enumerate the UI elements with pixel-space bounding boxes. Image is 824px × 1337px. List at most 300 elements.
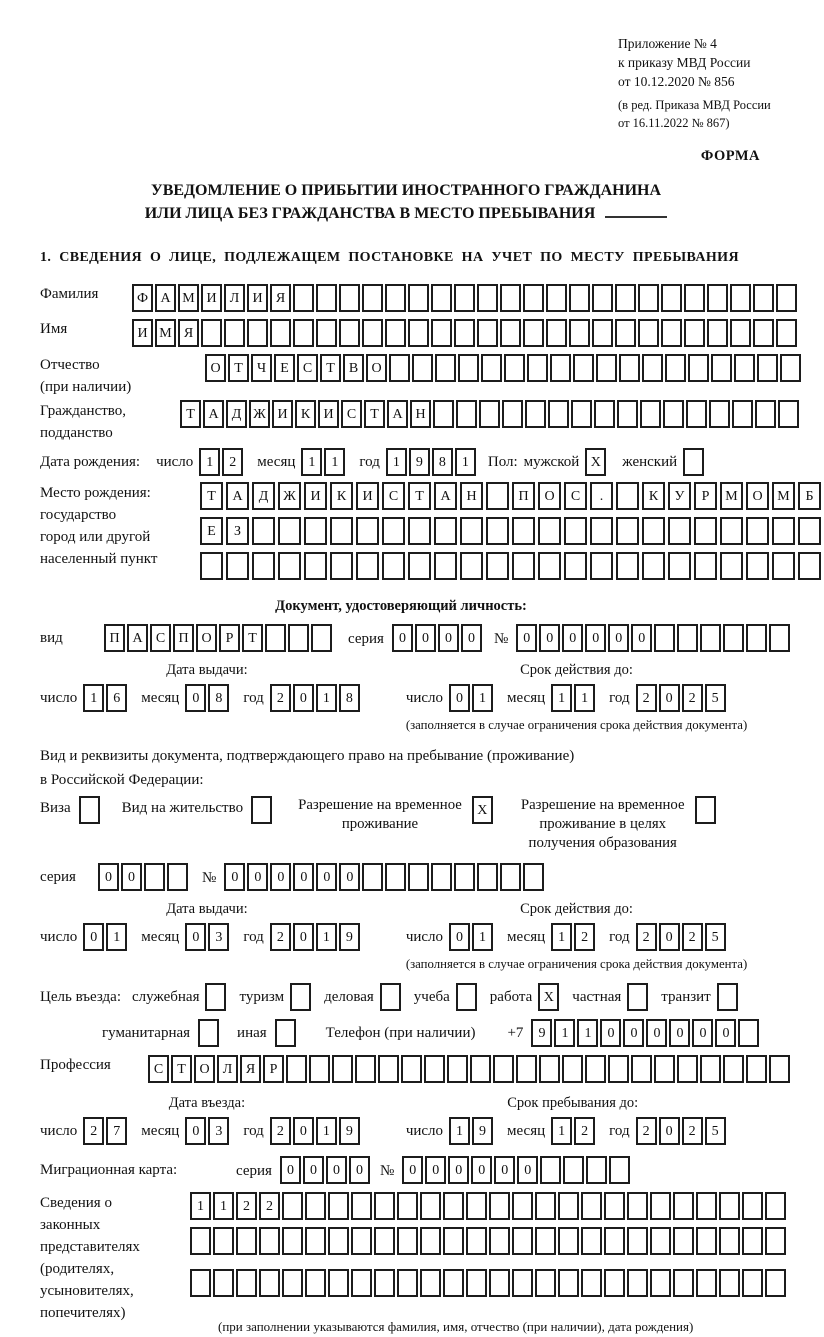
char-cell[interactable] [213, 1227, 234, 1255]
char-cell[interactable] [594, 400, 615, 428]
char-cell[interactable] [79, 796, 100, 824]
char-cell[interactable] [642, 517, 665, 545]
char-cell[interactable] [772, 517, 795, 545]
char-cell[interactable]: 1 [316, 684, 337, 712]
char-cell[interactable] [592, 284, 613, 312]
char-cell[interactable] [236, 1227, 257, 1255]
char-cell[interactable]: 1 [106, 923, 127, 951]
char-cell[interactable]: X [472, 796, 493, 824]
char-cell[interactable] [500, 319, 521, 347]
char-cell[interactable]: 1 [577, 1019, 598, 1047]
char-cell[interactable]: 0 [392, 624, 413, 652]
char-cell[interactable]: Т [320, 354, 341, 382]
char-cell[interactable]: Р [219, 624, 240, 652]
char-cell[interactable]: 0 [293, 684, 314, 712]
char-cell[interactable] [330, 552, 353, 580]
char-cell[interactable] [466, 1269, 487, 1297]
char-cell[interactable] [642, 552, 665, 580]
char-cell[interactable]: 0 [600, 1019, 621, 1047]
char-cell[interactable] [746, 552, 769, 580]
char-cell[interactable] [443, 1192, 464, 1220]
char-cell[interactable] [640, 400, 661, 428]
char-cell[interactable] [443, 1227, 464, 1255]
char-cell[interactable]: 0 [83, 923, 104, 951]
char-cell[interactable] [663, 400, 684, 428]
char-cell[interactable] [650, 1269, 671, 1297]
char-cell[interactable] [454, 863, 475, 891]
char-cell[interactable]: И [318, 400, 339, 428]
char-cell[interactable] [293, 284, 314, 312]
char-cell[interactable] [224, 319, 245, 347]
char-cell[interactable]: 2 [270, 923, 291, 951]
char-cell[interactable]: 2 [636, 684, 657, 712]
char-cell[interactable]: И [247, 284, 268, 312]
char-cell[interactable] [397, 1227, 418, 1255]
char-cell[interactable]: 0 [438, 624, 459, 652]
char-cell[interactable] [385, 284, 406, 312]
char-cell[interactable] [723, 624, 744, 652]
char-cell[interactable] [616, 552, 639, 580]
char-cell[interactable]: 0 [585, 624, 606, 652]
char-cell[interactable] [493, 1055, 514, 1083]
char-cell[interactable]: 1 [554, 1019, 575, 1047]
char-cell[interactable] [538, 517, 561, 545]
char-cell[interactable] [512, 552, 535, 580]
char-cell[interactable] [776, 284, 797, 312]
char-cell[interactable] [525, 400, 546, 428]
char-cell[interactable] [696, 1192, 717, 1220]
char-cell[interactable]: З [226, 517, 249, 545]
char-cell[interactable] [772, 552, 795, 580]
char-cell[interactable]: Т [200, 482, 223, 510]
char-cell[interactable]: 1 [472, 923, 493, 951]
char-cell[interactable]: С [148, 1055, 169, 1083]
char-cell[interactable] [723, 1055, 744, 1083]
char-cell[interactable] [489, 1269, 510, 1297]
char-cell[interactable] [627, 1227, 648, 1255]
char-cell[interactable] [408, 863, 429, 891]
char-cell[interactable] [719, 1269, 740, 1297]
char-cell[interactable] [190, 1227, 211, 1255]
char-cell[interactable] [746, 624, 767, 652]
char-cell[interactable] [460, 517, 483, 545]
char-cell[interactable]: 0 [608, 624, 629, 652]
char-cell[interactable] [278, 517, 301, 545]
char-cell[interactable] [456, 983, 477, 1011]
char-cell[interactable]: X [585, 448, 606, 476]
char-cell[interactable] [700, 1055, 721, 1083]
char-cell[interactable]: П [173, 624, 194, 652]
char-cell[interactable]: 2 [270, 1117, 291, 1145]
char-cell[interactable] [200, 552, 223, 580]
char-cell[interactable] [564, 552, 587, 580]
char-cell[interactable] [378, 1055, 399, 1083]
char-cell[interactable] [486, 517, 509, 545]
char-cell[interactable] [540, 1156, 561, 1184]
char-cell[interactable] [694, 517, 717, 545]
char-cell[interactable] [434, 552, 457, 580]
char-cell[interactable]: Т [364, 400, 385, 428]
char-cell[interactable] [408, 517, 431, 545]
char-cell[interactable] [677, 1055, 698, 1083]
char-cell[interactable] [776, 319, 797, 347]
char-cell[interactable] [535, 1269, 556, 1297]
char-cell[interactable] [642, 354, 663, 382]
char-cell[interactable] [535, 1192, 556, 1220]
char-cell[interactable]: 0 [247, 863, 268, 891]
char-cell[interactable] [328, 1192, 349, 1220]
char-cell[interactable]: 1 [83, 684, 104, 712]
char-cell[interactable] [167, 863, 188, 891]
char-cell[interactable]: А [203, 400, 224, 428]
char-cell[interactable] [616, 517, 639, 545]
char-cell[interactable]: 0 [270, 863, 291, 891]
char-cell[interactable]: И [272, 400, 293, 428]
char-cell[interactable] [730, 284, 751, 312]
char-cell[interactable] [709, 400, 730, 428]
char-cell[interactable] [732, 400, 753, 428]
char-cell[interactable] [330, 517, 353, 545]
char-cell[interactable]: О [746, 482, 769, 510]
char-cell[interactable]: 1 [551, 923, 572, 951]
char-cell[interactable]: 0 [121, 863, 142, 891]
char-cell[interactable] [558, 1227, 579, 1255]
char-cell[interactable] [638, 284, 659, 312]
char-cell[interactable] [339, 319, 360, 347]
char-cell[interactable] [466, 1192, 487, 1220]
char-cell[interactable] [673, 1227, 694, 1255]
char-cell[interactable] [351, 1227, 372, 1255]
char-cell[interactable]: 1 [574, 684, 595, 712]
char-cell[interactable]: Н [410, 400, 431, 428]
char-cell[interactable] [282, 1227, 303, 1255]
char-cell[interactable] [420, 1269, 441, 1297]
char-cell[interactable] [615, 319, 636, 347]
char-cell[interactable] [765, 1192, 786, 1220]
char-cell[interactable]: 2 [636, 1117, 657, 1145]
char-cell[interactable] [523, 863, 544, 891]
char-cell[interactable] [424, 1055, 445, 1083]
char-cell[interactable] [590, 552, 613, 580]
char-cell[interactable] [362, 319, 383, 347]
char-cell[interactable]: А [226, 482, 249, 510]
char-cell[interactable]: 2 [270, 684, 291, 712]
char-cell[interactable] [251, 796, 272, 824]
char-cell[interactable]: 0 [449, 684, 470, 712]
char-cell[interactable] [742, 1192, 763, 1220]
char-cell[interactable]: Т [408, 482, 431, 510]
char-cell[interactable]: А [434, 482, 457, 510]
char-cell[interactable] [738, 1019, 759, 1047]
char-cell[interactable]: 0 [349, 1156, 370, 1184]
char-cell[interactable] [707, 319, 728, 347]
char-cell[interactable]: 0 [185, 1117, 206, 1145]
char-cell[interactable] [627, 1269, 648, 1297]
char-cell[interactable] [654, 1055, 675, 1083]
char-cell[interactable] [293, 319, 314, 347]
char-cell[interactable] [746, 517, 769, 545]
char-cell[interactable]: 1 [316, 923, 337, 951]
char-cell[interactable] [447, 1055, 468, 1083]
char-cell[interactable] [380, 983, 401, 1011]
char-cell[interactable]: 0 [402, 1156, 423, 1184]
char-cell[interactable]: А [127, 624, 148, 652]
char-cell[interactable]: 1 [386, 448, 407, 476]
char-cell[interactable]: 0 [185, 684, 206, 712]
char-cell[interactable] [144, 863, 165, 891]
char-cell[interactable] [356, 517, 379, 545]
char-cell[interactable]: 5 [705, 684, 726, 712]
char-cell[interactable]: 0 [303, 1156, 324, 1184]
char-cell[interactable]: 0 [517, 1156, 538, 1184]
char-cell[interactable]: К [295, 400, 316, 428]
char-cell[interactable] [356, 552, 379, 580]
char-cell[interactable]: 3 [208, 1117, 229, 1145]
char-cell[interactable] [696, 1269, 717, 1297]
char-cell[interactable] [477, 284, 498, 312]
char-cell[interactable] [581, 1192, 602, 1220]
char-cell[interactable]: Л [224, 284, 245, 312]
char-cell[interactable] [355, 1055, 376, 1083]
char-cell[interactable] [581, 1227, 602, 1255]
char-cell[interactable] [316, 284, 337, 312]
char-cell[interactable] [512, 1227, 533, 1255]
char-cell[interactable]: 8 [432, 448, 453, 476]
char-cell[interactable]: 0 [339, 863, 360, 891]
char-cell[interactable] [466, 1227, 487, 1255]
char-cell[interactable] [252, 552, 275, 580]
char-cell[interactable]: 8 [208, 684, 229, 712]
char-cell[interactable] [696, 1227, 717, 1255]
char-cell[interactable] [631, 1055, 652, 1083]
char-cell[interactable] [190, 1269, 211, 1297]
char-cell[interactable]: С [564, 482, 587, 510]
char-cell[interactable] [654, 624, 675, 652]
char-cell[interactable]: 2 [83, 1117, 104, 1145]
char-cell[interactable]: 0 [562, 624, 583, 652]
char-cell[interactable] [516, 1055, 537, 1083]
char-cell[interactable]: Д [252, 482, 275, 510]
char-cell[interactable] [546, 319, 567, 347]
char-cell[interactable] [746, 1055, 767, 1083]
char-cell[interactable] [695, 796, 716, 824]
char-cell[interactable]: 0 [316, 863, 337, 891]
char-cell[interactable]: В [343, 354, 364, 382]
char-cell[interactable] [311, 624, 332, 652]
char-cell[interactable]: 0 [293, 863, 314, 891]
char-cell[interactable]: Е [274, 354, 295, 382]
char-cell[interactable] [512, 1192, 533, 1220]
char-cell[interactable]: Я [270, 284, 291, 312]
char-cell[interactable]: 0 [715, 1019, 736, 1047]
char-cell[interactable]: 0 [659, 923, 680, 951]
char-cell[interactable]: . [590, 482, 613, 510]
char-cell[interactable] [288, 624, 309, 652]
char-cell[interactable]: 1 [551, 1117, 572, 1145]
char-cell[interactable] [408, 552, 431, 580]
char-cell[interactable]: П [104, 624, 125, 652]
char-cell[interactable]: 0 [224, 863, 245, 891]
char-cell[interactable] [512, 1269, 533, 1297]
char-cell[interactable]: А [155, 284, 176, 312]
char-cell[interactable] [305, 1227, 326, 1255]
char-cell[interactable] [512, 517, 535, 545]
char-cell[interactable] [798, 552, 821, 580]
char-cell[interactable] [265, 624, 286, 652]
char-cell[interactable]: 2 [636, 923, 657, 951]
char-cell[interactable] [720, 517, 743, 545]
char-cell[interactable] [205, 983, 226, 1011]
char-cell[interactable] [397, 1269, 418, 1297]
char-cell[interactable]: 0 [692, 1019, 713, 1047]
char-cell[interactable]: О [205, 354, 226, 382]
char-cell[interactable] [502, 400, 523, 428]
char-cell[interactable] [596, 354, 617, 382]
char-cell[interactable] [755, 400, 776, 428]
char-cell[interactable]: 1 [213, 1192, 234, 1220]
char-cell[interactable] [397, 1192, 418, 1220]
char-cell[interactable] [661, 284, 682, 312]
char-cell[interactable] [661, 319, 682, 347]
char-cell[interactable] [382, 517, 405, 545]
char-cell[interactable]: Б [798, 482, 821, 510]
char-cell[interactable]: М [772, 482, 795, 510]
char-cell[interactable] [270, 319, 291, 347]
char-cell[interactable] [665, 354, 686, 382]
char-cell[interactable] [562, 1055, 583, 1083]
char-cell[interactable]: 0 [461, 624, 482, 652]
char-cell[interactable] [730, 319, 751, 347]
char-cell[interactable] [304, 552, 327, 580]
char-cell[interactable]: 0 [659, 1117, 680, 1145]
char-cell[interactable]: И [201, 284, 222, 312]
char-cell[interactable] [470, 1055, 491, 1083]
char-cell[interactable]: 2 [222, 448, 243, 476]
char-cell[interactable] [374, 1227, 395, 1255]
char-cell[interactable]: К [330, 482, 353, 510]
char-cell[interactable] [677, 624, 698, 652]
char-cell[interactable]: 5 [705, 923, 726, 951]
char-cell[interactable]: Р [694, 482, 717, 510]
char-cell[interactable] [707, 284, 728, 312]
char-cell[interactable]: И [132, 319, 153, 347]
char-cell[interactable] [688, 354, 709, 382]
char-cell[interactable] [328, 1227, 349, 1255]
char-cell[interactable] [798, 517, 821, 545]
char-cell[interactable]: М [720, 482, 743, 510]
char-cell[interactable]: С [150, 624, 171, 652]
char-cell[interactable] [309, 1055, 330, 1083]
char-cell[interactable] [339, 284, 360, 312]
char-cell[interactable] [668, 552, 691, 580]
char-cell[interactable] [401, 1055, 422, 1083]
char-cell[interactable]: Е [200, 517, 223, 545]
char-cell[interactable]: 1 [455, 448, 476, 476]
char-cell[interactable] [431, 284, 452, 312]
char-cell[interactable] [486, 482, 509, 510]
char-cell[interactable]: 0 [293, 923, 314, 951]
char-cell[interactable] [362, 284, 383, 312]
char-cell[interactable] [259, 1227, 280, 1255]
char-cell[interactable] [226, 552, 249, 580]
char-cell[interactable]: X [538, 983, 559, 1011]
char-cell[interactable] [684, 319, 705, 347]
char-cell[interactable]: 0 [646, 1019, 667, 1047]
char-cell[interactable] [742, 1269, 763, 1297]
char-cell[interactable] [382, 552, 405, 580]
char-cell[interactable]: 1 [324, 448, 345, 476]
char-cell[interactable] [362, 863, 383, 891]
char-cell[interactable] [351, 1269, 372, 1297]
char-cell[interactable] [435, 354, 456, 382]
char-cell[interactable]: П [512, 482, 535, 510]
char-cell[interactable]: О [538, 482, 561, 510]
char-cell[interactable] [619, 354, 640, 382]
char-cell[interactable]: Л [217, 1055, 238, 1083]
char-cell[interactable] [460, 552, 483, 580]
char-cell[interactable] [684, 284, 705, 312]
char-cell[interactable] [668, 517, 691, 545]
char-cell[interactable] [627, 983, 648, 1011]
char-cell[interactable] [548, 400, 569, 428]
char-cell[interactable] [608, 1055, 629, 1083]
char-cell[interactable]: 2 [574, 1117, 595, 1145]
char-cell[interactable]: С [382, 482, 405, 510]
char-cell[interactable]: 0 [293, 1117, 314, 1145]
char-cell[interactable] [609, 1156, 630, 1184]
char-cell[interactable]: С [341, 400, 362, 428]
char-cell[interactable] [615, 284, 636, 312]
char-cell[interactable] [694, 552, 717, 580]
char-cell[interactable]: 9 [531, 1019, 552, 1047]
char-cell[interactable] [304, 517, 327, 545]
char-cell[interactable] [586, 1156, 607, 1184]
char-cell[interactable]: Н [460, 482, 483, 510]
char-cell[interactable]: А [387, 400, 408, 428]
char-cell[interactable] [477, 863, 498, 891]
char-cell[interactable]: 0 [494, 1156, 515, 1184]
char-cell[interactable] [753, 319, 774, 347]
char-cell[interactable] [252, 517, 275, 545]
char-cell[interactable] [700, 624, 721, 652]
char-cell[interactable]: 0 [669, 1019, 690, 1047]
char-cell[interactable] [305, 1269, 326, 1297]
char-cell[interactable] [683, 448, 704, 476]
char-cell[interactable] [604, 1269, 625, 1297]
char-cell[interactable] [431, 863, 452, 891]
char-cell[interactable]: 1 [301, 448, 322, 476]
char-cell[interactable]: Т [228, 354, 249, 382]
char-cell[interactable] [351, 1192, 372, 1220]
char-cell[interactable] [374, 1269, 395, 1297]
char-cell[interactable]: Т [180, 400, 201, 428]
char-cell[interactable] [454, 284, 475, 312]
char-cell[interactable]: К [642, 482, 665, 510]
char-cell[interactable]: 0 [659, 684, 680, 712]
char-cell[interactable] [604, 1192, 625, 1220]
char-cell[interactable]: 0 [280, 1156, 301, 1184]
char-cell[interactable] [711, 354, 732, 382]
char-cell[interactable]: 0 [326, 1156, 347, 1184]
char-cell[interactable] [332, 1055, 353, 1083]
char-cell[interactable] [433, 400, 454, 428]
char-cell[interactable]: Я [240, 1055, 261, 1083]
char-cell[interactable] [259, 1269, 280, 1297]
char-cell[interactable] [753, 284, 774, 312]
char-cell[interactable] [720, 552, 743, 580]
char-cell[interactable] [201, 319, 222, 347]
char-cell[interactable]: 1 [316, 1117, 337, 1145]
